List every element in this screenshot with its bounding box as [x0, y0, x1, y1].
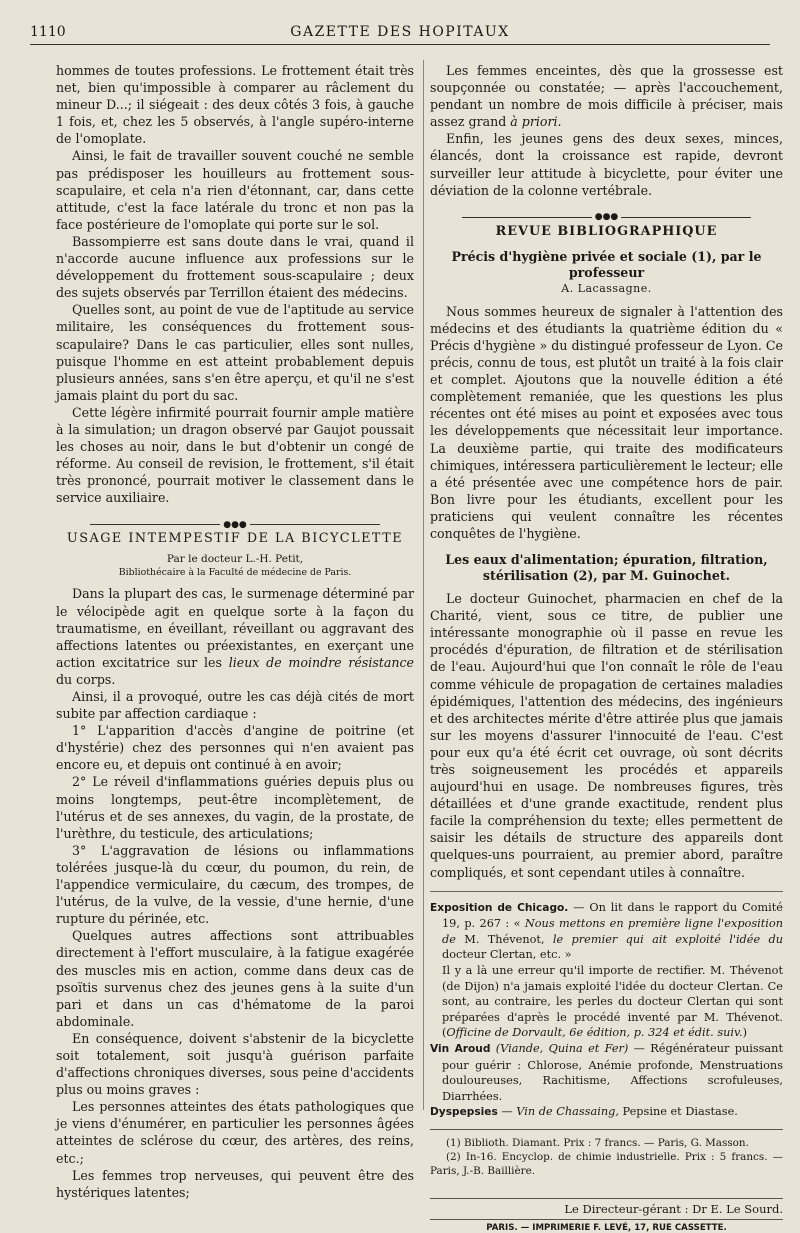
section-separator: ●●●	[430, 207, 783, 215]
paragraph: hommes de toutes professions. Le frottement était très net, bien qu'impossible à comparer au râclement du mineur D...; il siégeait : des deux côtés 3 fois, à gauche 1 fois, et, chez les 5 observés, à l'angle supéro-interne de l'omoplate.	[56, 63, 414, 147]
paragraph: Le docteur Guinochet, pharmacien en chef de la Charité, vient, sous ce titre, de publier une intéressante monographie où il passe en revue les procédés d'épuration, de filtration et de stérilisation de l'eau. Aujourd'hui que l'on connaît le rôle de l'eau comme véhicule de propagation de certaines maladies épidémiques, l'attention des médecins, des ingénieurs et des architectes mérite d'être attirée plus que jamais sur les moyens d'assurer l'innocuité de l'eau. C'est pour eux qu'a été écrit cet ouvrage, où sont décrits très soigneusement les procédés et appareils aujourd'hui en usage. De nombreuses figures, très détaillées et d'une grande exactitude, rendent plus facile la compréhension du texte; elles permettent de saisir les détails de structure des appareils dont quelques-uns pourraient, au premier abord, paraître compliqués, et sont cependant utiles à connaître.	[430, 591, 783, 880]
paragraph: En conséquence, doivent s'abstenir de la bicyclette soit totalement, soit jusqu'à guérison parfaite d'affections chroniques diverses, sous peine d'accidents plus ou moins graves :	[56, 1030, 414, 1098]
section-title: USAGE INTEMPESTIF DE LA BICYCLETTE	[66, 531, 404, 547]
notice-item: Dyspepsies — Vin de Chassaing, Pepsine et Diastase.	[430, 1105, 738, 1119]
paragraph: Les femmes trop nerveuses, qui peuvent être des hystériques latentes;	[56, 1167, 414, 1200]
review-title: Les eaux d'alimentation; épuration, filtration, stérilisation (2), par M. Guinochet.	[445, 552, 768, 584]
paragraph: Nous sommes heureux de signaler à l'attention des médecins et des étudiants la quatrième édition du « Précis d'hygiène » du distingué professeur de Lyon. Ce précis, connu de tous, est plutôt un traité à la fois clair et complet. Ajoutons que la nouvelle édition a été complètement remaniée, que les questions les plus récentes ont été mises au point et exposées avec tous les développements que nécessitait leur importance. La deuxième partie, qui traite des modificateurs chimiques, intéressera particulièrement le lecteur; elle a été présentée avec une compétence hors de pair. Bon livre pour les étudiants, excellent pour les praticiens qui veulent connaître les récentes conquêtes de l'hygiène.	[430, 303, 783, 541]
column-divider	[423, 60, 424, 1110]
journal-title: GAZETTE DES HOPITAUX	[290, 24, 510, 40]
printer-imprint: PARIS. — IMPRIMERIE F. LEVÉ, 17, RUE CASSETTE.	[430, 1219, 783, 1233]
paragraph: Quelques autres affections sont attribuables directement à l'effort musculaire, à la fatigue exagérée des muscles mis en action, comme dans deux cas de psoïtis survenus chez des jeunes gens à la suite d'un pari et dans un cas d'hématome de la paroi abdominale.	[56, 928, 414, 1029]
paragraph: Enfin, les jeunes gens des deux sexes, minces, élancés, dont la croissance est rapide, devront surveiller leur attitude à bicyclette, pour éviter une déviation de la colonne vertébrale.	[430, 131, 783, 198]
signature: Le Directeur-gérant : Dr E. Le Sourd.	[430, 1198, 783, 1216]
review-title: Précis d'hygiène privée et sociale (1), par le professeur	[451, 248, 762, 280]
footnote: (1) Biblioth. Diamant. Prix : 7 francs. — Paris, G. Masson.	[446, 1136, 749, 1149]
review-author: A. Lacassagne.	[561, 281, 652, 295]
paragraph: Quelles sont, au point de vue de l'aptitude au service militaire, les conséquences du frottement sous-scapulaire? Dans le cas particulier, elles sont nulles, puisque l'homme en est atteint probablement depuis plusieurs années, sans s'en être aperçu, et qu'il ne s'est jamais plaint du port du sac.	[56, 302, 414, 403]
paragraph: Cette légère infirmité pourrait fournir ample matière à la simulation; un dragon observé par Gaujot poussait les choses au noir, dans le but d'obtenir un congé de réforme. Au conseil de revision, le frottement, s'il était très prononcé, pourrait motiver le classement dans le service auxiliaire.	[56, 404, 414, 506]
notices	[430, 891, 783, 1121]
footnote: (2) In-16. Encyclop. de chimie industrielle. Prix : 5 francs. — Paris, J.-B. Baillière.	[430, 1150, 783, 1177]
left-column	[56, 62, 414, 1200]
paragraph: Bassompierre est sans doute dans le vrai, quand il n'accorde aucune influence aux professions sur le développement du frottement sous-scapulaire ; deux des sujets observés par Terrillon étaient des médecins.	[56, 233, 414, 301]
section-title: REVUE BIBLIOGRAPHIQUE	[495, 223, 718, 239]
list-item: 2° Le réveil d'inflammations guéries depuis plus ou moins longtemps, peut-être incomplètement, de l'utérus et de ses annexes, du vagin, de la prostate, de l'urèthre, du testicule, des articulations;	[56, 774, 414, 841]
author-affiliation: Bibliothécaire à la Faculté de médecine de Paris.	[118, 567, 352, 579]
paragraph: Les personnes atteintes des états pathologiques que je viens d'énumérer, en particulier les personnes âgées atteintes de sclérose du cœur, des artères, des reins, etc.;	[56, 1099, 414, 1166]
notice-item: Il y a là une erreur qu'il importe de rectifier. M. Thévenot (de Dijon) n'a jamais exploité l'idée du docteur Clertan. Ce sont, au contraire, les perles du docteur Clertan qui sont préparées d'après le procédé inventé par M. Thévenot. (Officine de Dorvault, 6e édition, p. 324 et édit. suiv.)	[442, 964, 783, 1040]
paragraph: Les femmes enceintes, dès que la grossesse est soupçonnée ou constatée; — après l'accouchement, pendant un nombre de mois difficile à préciser, mais assez grand à priori.	[430, 63, 783, 130]
list-item: 3° L'aggravation de lésions ou inflammations tolérées jusque-là du cœur, du poumon, du rein, de l'appendice vermiculaire, du cæcum, des trompes, de l'utérus, de la vulve, de la vessie, d'une hernie, d'une rupture du périnée, etc.	[56, 842, 414, 927]
notice-item: Vin Aroud (Viande, Quina et Fer) — Régénérateur puissant pour guérir : Chlorose, Anémie profonde, Menstruations douloureuses, Rachitisme, Affections scrofuleuses, Diarrhées.	[430, 1042, 783, 1103]
page-header	[30, 22, 770, 45]
list-item: 1° L'apparition d'accès d'angine de poitrine (et d'hystérie) chez des personnes qui n'en avaient pas encore eu, et depuis ont continué à en avoir;	[56, 723, 414, 773]
paragraph: Ainsi, le fait de travailler souvent couché ne semble pas prédisposer les houilleurs au frottement sous-scapulaire, et cela n'a rien d'étonnant, car, dans cette attitude, c'est la face latérale du tronc et non pas la face postérieure de l'omoplate qui porte sur le sol.	[56, 148, 414, 232]
section-separator: ●●●	[56, 514, 414, 522]
paragraph: Dans la plupart des cas, le surmenage déterminé par le vélocipède agit en quelque sorte à la façon du traumatisme, en éveillant, réveillant ou aggravant des affections latentes ou préexistantes, en exerçant une action excitatrice sur les lieux de moindre résistance du corps.	[56, 586, 414, 687]
footnote-rule	[430, 1129, 783, 1130]
right-column	[430, 62, 784, 1233]
page-number: 1110	[30, 24, 66, 40]
byline: Par le docteur L.-H. Petit,	[166, 553, 304, 566]
paragraph: Ainsi, il a provoqué, outre les cas déjà cités de mort subite par affection cardiaque :	[56, 689, 414, 722]
notice-item: Exposition de Chicago. — On lit dans le rapport du Comité 19, p. 267 : « Nous mettons en première ligne l'exposition de M. Thévenot, le premier qui ait exploité l'idée du docteur Clertan, etc. »	[430, 900, 784, 962]
